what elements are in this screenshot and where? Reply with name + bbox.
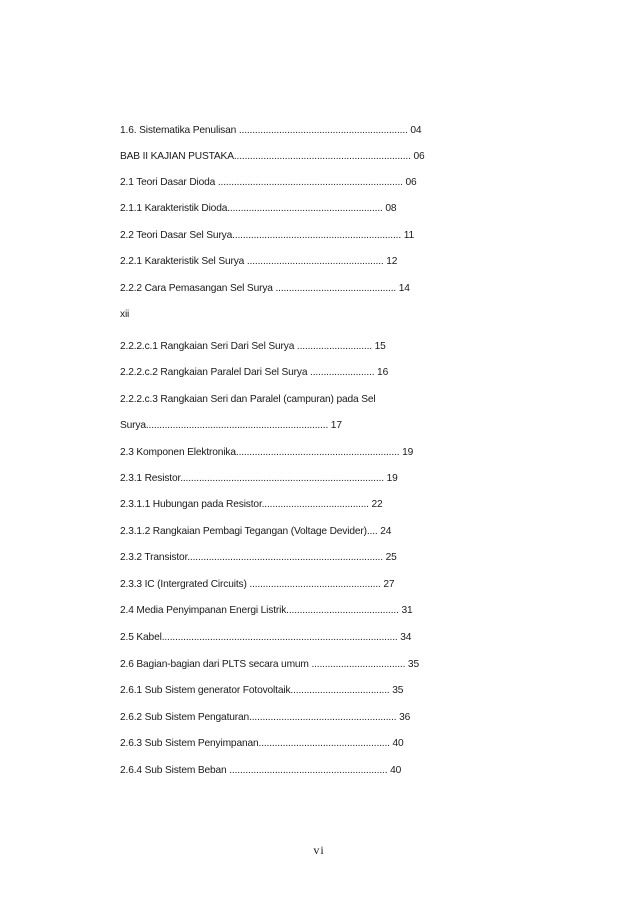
toc-roman-marker: xii — [120, 309, 130, 320]
toc-entry: 2.6.3 Sub Sistem Penyimpanan................................................. 40 — [120, 738, 404, 749]
toc-entry: 2.3.3 IC (Intergrated Circuits) ................................................. 27 — [120, 579, 395, 590]
toc-entry: 2.6.4 Sub Sistem Beban ........................................................... 40 — [120, 765, 402, 776]
toc-entry: 2.2.1 Karakteristik Sel Surya ................................................... 12 — [120, 256, 398, 267]
toc-entry: 2.3.2 Transistor......................................................................... 25 — [120, 552, 397, 563]
toc-entry: 2.6.1 Sub Sistem generator Fotovoltaik..................................... 35 — [120, 685, 404, 696]
page-number: vi — [313, 843, 325, 857]
toc-entry: 2.3.1 Resistor............................................................................ 19 — [120, 473, 398, 484]
toc-entry: 2.3.1.2 Rangkaian Pembagi Tegangan (Voltage Devider).... 24 — [120, 526, 392, 537]
toc-entry: 2.2 Teori Dasar Sel Surya............................................................... 11 — [120, 230, 414, 241]
toc-entry: 2.3.1.1 Hubungan pada Resistor........................................ 22 — [120, 499, 383, 510]
toc-entry: 2.2.2.c.1 Rangkaian Seri Dari Sel Surya ............................ 15 — [120, 341, 386, 352]
toc-entry: BAB II KAJIAN PUSTAKA.................................................................. 06 — [120, 151, 425, 162]
toc-entry: 2.6 Bagian-bagian dari PLTS secara umum ................................... 35 — [120, 659, 419, 670]
toc-entry: 1.6. Sistematika Penulisan ............................................................... 04 — [120, 125, 422, 136]
toc-entry: 2.1.1 Karakteristik Dioda.......................................................... 08 — [120, 203, 397, 214]
toc-entry: 2.5 Kabel........................................................................................ 34 — [120, 632, 412, 643]
toc-entry: Surya.................................................................... 17 — [120, 420, 342, 431]
toc-entry: 2.2.2.c.3 Rangkaian Seri dan Paralel (campuran) pada Sel — [120, 394, 376, 405]
toc-entry: 2.1 Teori Dasar Dioda ..................................................................... 06 — [120, 177, 417, 188]
toc-entry: 2.2.2.c.2 Rangkaian Paralel Dari Sel Surya ........................ 16 — [120, 367, 389, 378]
toc-entry: 2.4 Media Penyimpanan Energi Listrik.......................................... 31 — [120, 605, 413, 616]
toc-entry: 2.3 Komponen Elektronika............................................................. 19 — [120, 447, 414, 458]
toc-entry: 2.2.2 Cara Pemasangan Sel Surya ............................................. 14 — [120, 283, 410, 294]
toc-entry: 2.6.2 Sub Sistem Pengaturan....................................................... 36 — [120, 712, 411, 723]
